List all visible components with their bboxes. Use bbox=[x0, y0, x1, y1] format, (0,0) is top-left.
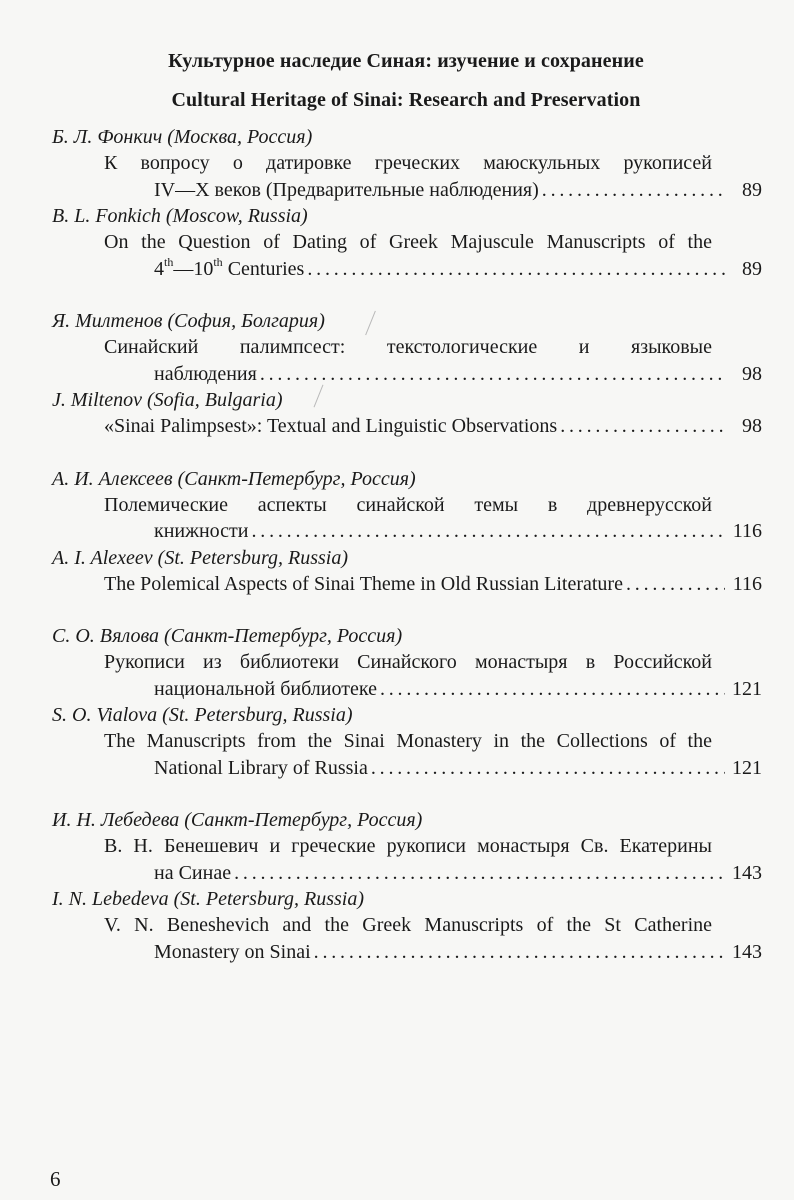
page-ref: 121 bbox=[732, 756, 762, 779]
toc-entry-en[interactable] bbox=[104, 728, 762, 781]
dot-leader bbox=[626, 571, 725, 598]
entry-title-lead: On the Question of Dating of Greek Majuscule Manuscripts of the bbox=[104, 231, 712, 253]
author-ru: С. О. Вялова (Санкт-Петербург, Россия) bbox=[52, 625, 403, 647]
entry-title-lead: В. Н. Бенешевич и греческие рукописи монастыря Св. Екатерины bbox=[104, 835, 712, 857]
toc-entry-en[interactable] bbox=[104, 912, 762, 965]
entry-title-tail: на Синае bbox=[154, 861, 232, 884]
author-en: B. L. Fonkich (Moscow, Russia) bbox=[52, 205, 308, 227]
dot-leader bbox=[380, 676, 725, 703]
toc-group bbox=[52, 807, 762, 965]
page-ref: 143 bbox=[732, 940, 762, 963]
author-ru: И. Н. Лебедева (Санкт-Петербург, Россия) bbox=[52, 809, 423, 831]
section-title-en: Cultural Heritage of Sinai: Research and Preservation bbox=[171, 89, 641, 111]
toc-group bbox=[52, 124, 762, 282]
author-en: S. O. Vialova (St. Petersburg, Russia) bbox=[52, 704, 353, 726]
table-of-contents bbox=[52, 124, 762, 965]
author-en: A. I. Alexeev (St. Petersburg, Russia) bbox=[52, 546, 349, 569]
entry-title-lead: The Manuscripts from the Sinai Monastery in the Collections of the bbox=[104, 730, 712, 752]
author-ru: А. И. Алексеев (Санкт-Петербург, Россия) bbox=[52, 467, 416, 490]
dot-leader bbox=[314, 939, 725, 966]
toc-entry-ru[interactable] bbox=[104, 334, 762, 387]
dot-leader bbox=[251, 518, 725, 545]
entry-title-lead: Полемические аспекты синайской темы в древнерусской bbox=[104, 493, 712, 516]
entry-title-tail: IV—X веков (Предварительные наблюдения) bbox=[154, 178, 539, 201]
entry-title-tail: национальной библиотеке bbox=[154, 677, 377, 700]
toc-group bbox=[52, 466, 762, 598]
toc-entry-ru[interactable] bbox=[104, 150, 762, 203]
page-number: 6 bbox=[50, 1167, 61, 1191]
page-ref: 116 bbox=[732, 520, 762, 542]
dot-leader bbox=[307, 256, 725, 283]
entry-title-tail: 4th—10th Centuries bbox=[154, 254, 305, 280]
dot-leader bbox=[371, 755, 725, 782]
page-ref: 143 bbox=[732, 861, 762, 884]
entry-title-lead: Синайский палимпсест: текстологические и языковые bbox=[104, 336, 712, 358]
entry-title-lead: V. N. Beneshevich and the Greek Manuscripts of the St Catherine bbox=[104, 914, 712, 936]
entry-title-tail: National Library of Russia bbox=[154, 756, 368, 779]
toc-entry-en[interactable] bbox=[104, 571, 762, 598]
entry-title-tail: Monastery on Sinai bbox=[154, 940, 311, 963]
entry-title-lead: К вопросу о датировке греческих маюскульных рукописей bbox=[104, 152, 712, 174]
dot-leader bbox=[560, 413, 725, 440]
toc-entry-en[interactable] bbox=[104, 229, 762, 282]
page-ref: 89 bbox=[742, 257, 762, 280]
entry-title-tail: книжности bbox=[154, 520, 249, 542]
author-en: I. N. Lebedeva (St. Petersburg, Russia) bbox=[52, 888, 364, 910]
entry-title-tail: наблюдения bbox=[154, 362, 257, 385]
section-title-ru: Культурное наследие Синая: изучение и сохранение bbox=[168, 50, 644, 72]
dot-leader bbox=[542, 177, 725, 204]
dot-leader bbox=[260, 361, 725, 388]
page-ref: 98 bbox=[742, 415, 762, 437]
toc-entry-ru[interactable] bbox=[104, 833, 762, 886]
page-ref: 89 bbox=[742, 178, 762, 201]
toc-group bbox=[52, 308, 762, 440]
toc-group bbox=[52, 623, 762, 781]
author-ru: Б. Л. Фонкич (Москва, Россия) bbox=[52, 126, 313, 148]
toc-entry-en[interactable] bbox=[104, 413, 762, 440]
page-ref: 98 bbox=[742, 362, 762, 385]
author-ru: Я. Милтенов (София, Болгария) bbox=[52, 310, 325, 332]
dot-leader bbox=[234, 860, 725, 887]
toc-entry-ru[interactable] bbox=[104, 492, 762, 545]
toc-entry-ru[interactable] bbox=[104, 649, 762, 702]
page-ref: 121 bbox=[732, 677, 762, 700]
entry-title-lead: Рукописи из библиотеки Синайского монастыря в Российской bbox=[104, 651, 712, 673]
page-ref: 116 bbox=[732, 572, 762, 595]
entry-title: «Sinai Palimpsest»: Textual and Linguistic Observations bbox=[104, 415, 558, 437]
entry-title: The Polemical Aspects of Sinai Theme in Old Russian Literature bbox=[104, 572, 623, 595]
author-en: J. Miltenov (Sofia, Bulgaria) bbox=[52, 389, 283, 411]
